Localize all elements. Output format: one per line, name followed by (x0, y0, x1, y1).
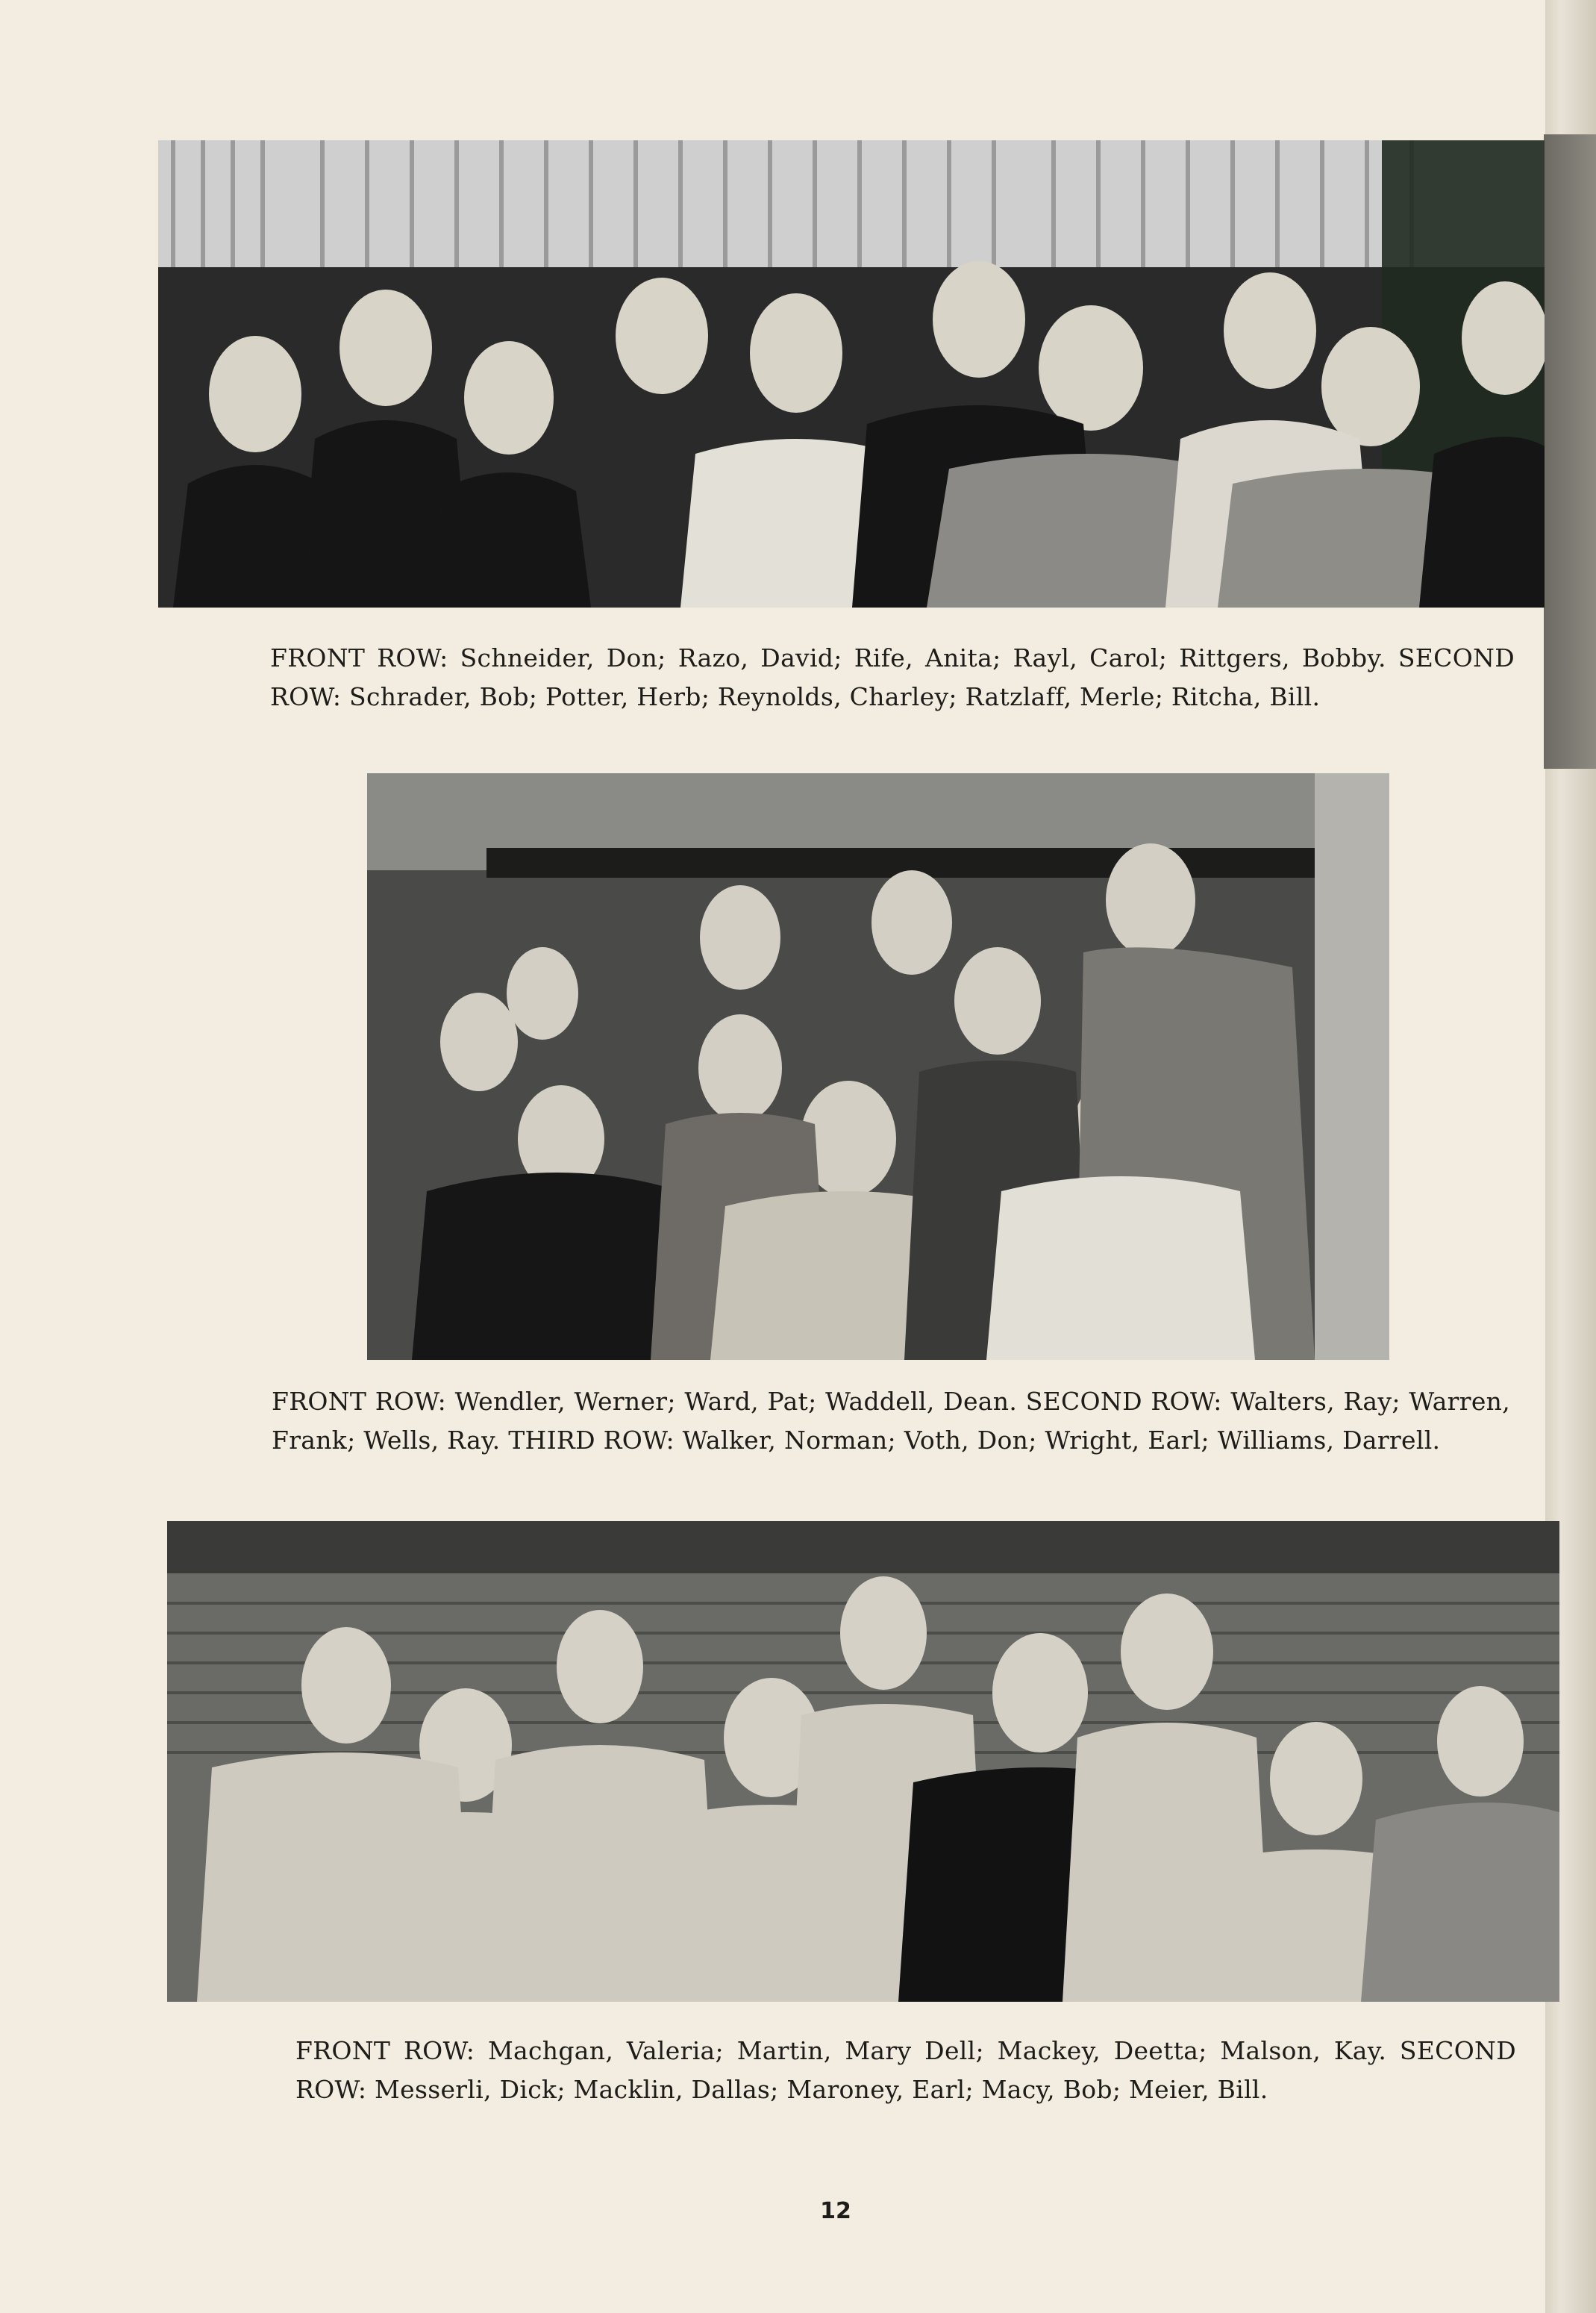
group-photo-3 (167, 1521, 1559, 2002)
photo-2-caption: FRONT ROW: Wendler, Werner; Ward, Pat; Waddell, Dean. SECOND ROW: Walters, Ray; Warren, Frank; Wells, Ray. THIRD ROW: Walker, Norman; Voth, Don; Wright, Earl; Williams, Darrell. (272, 1387, 1510, 1455)
photo-1-caption: FRONT ROW: Schneider, Don; Razo, David; Rife, Anita; Rayl, Carol; Rittgers, Bobby. SECOND ROW: Schrader, Bob; Potter, Herb; Reynolds, Charley; Ratzlaff, Merle; Ritcha, Bill. (270, 643, 1515, 711)
group-photo-1 (158, 140, 1545, 608)
adjacent-page-photo-edge (1544, 134, 1596, 769)
group-photo-2 (367, 773, 1389, 1360)
page-number: 12 (820, 2198, 851, 2224)
photo-3-caption: FRONT ROW: Machgan, Valeria; Martin, Mary Dell; Mackey, Deetta; Malson, Kay. SECOND ROW: Messerli, Dick; Macklin, Dallas; Maroney, Earl; Macy, Bob; Meier, Bill. (295, 2036, 1516, 2104)
